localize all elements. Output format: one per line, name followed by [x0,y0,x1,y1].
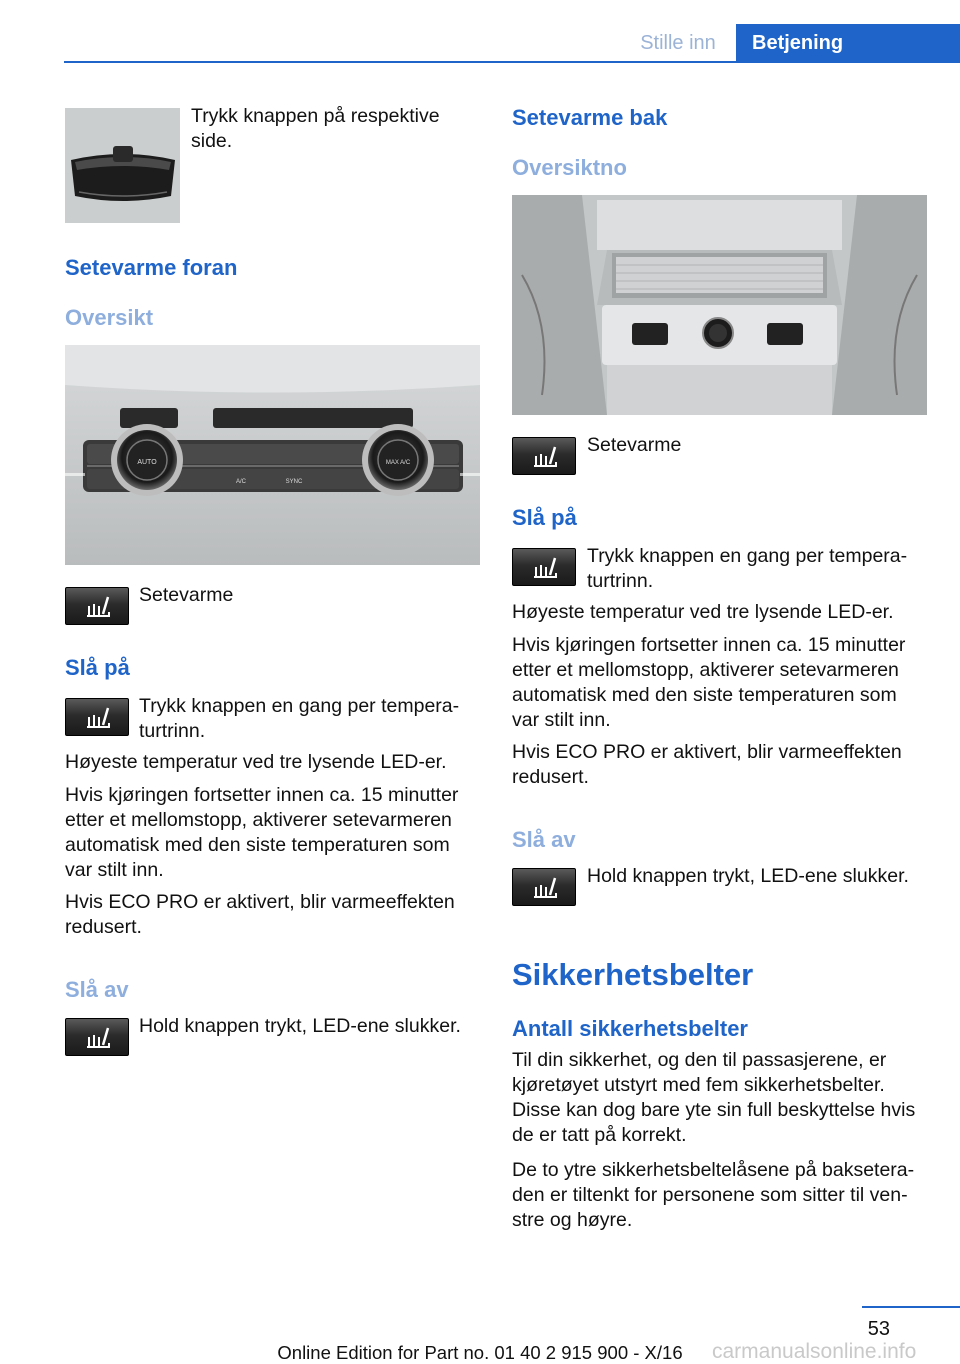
rear-console-photo [512,195,927,415]
panel-label-max-ac: MAX A/C [385,460,411,466]
off-text-front: Hold knappen trykt, LED-ene slukker. [139,1015,461,1037]
seat-heating-icon [65,1018,129,1056]
seat-button-photo [65,108,180,223]
page-number: 53 [867,1318,890,1340]
belts-para1: Til din sikkerhet, og den til passasjerene, er kjøretøyet utstyrt med fem sikkerhetsbelter. Disse kan dog bare yte sin full beskyttelse hvis de er tatt på korrekt. [512,1049,916,1146]
para3-front: Hvis ECO PRO er aktivert, blir varmeeffekten redusert. [65,891,455,938]
panel-label-auto: AUTO [137,459,157,466]
on-title-rear: Slå på [512,505,577,530]
off-text-rear: Hold knappen trykt, LED-ene slukker. [587,865,909,887]
seat-heating-icon [512,868,576,906]
belts-para2: De to ytre sikkerhetsbeltelåsene på baksetera- den er tiltenkt for personene som sitter til ven- stre og høyre. [512,1159,915,1231]
off-title-rear: Slå av [512,827,576,852]
header-rule [64,61,960,63]
seat-heating-icon [65,698,129,736]
footer-edition: Online Edition for Part no. 01 40 2 915 900 - X/16 [277,1342,683,1363]
panel-label-ac: A/C [235,479,247,485]
icon-caption-front: Setevarme [139,584,234,606]
on-text-front: Trykk knappen en gang per tempera- turtrinn. [139,695,460,742]
intro-text: Trykk knappen på respektive side. [191,105,440,152]
watermark: carmanualsonline.info [712,1340,917,1363]
seat-heating-icon [512,437,576,475]
on-title-front: Slå på [65,655,130,680]
section-title-belt-count: Antall sikkerhetsbelter [512,1016,748,1041]
panel-label-sync: SYNC [285,479,303,485]
section-title-front: Setevarme foran [65,255,238,280]
on-text-rear: Trykk knappen en gang per tempera- turtrinn. [587,545,908,592]
seat-heating-icon [65,587,129,625]
chapter-title-seatbelts: Sikkerhetsbelter [512,957,754,992]
section-title-rear: Setevarme bak [512,105,668,130]
off-title-front: Slå av [65,977,129,1002]
para1-front: Høyeste temperatur ved tre lysende LED-er. [65,751,447,773]
footer-rule [862,1306,960,1308]
para1-rear: Høyeste temperatur ved tre lysende LED-er. [512,601,894,623]
icon-caption-rear: Setevarme [587,434,682,456]
seat-heating-icon [512,548,576,586]
subtitle-overview-front: Oversikt [65,305,154,330]
para2-front: Hvis kjøringen fortsetter innen ca. 15 minutter etter et mellomstopp, aktiverer setevarmeren automatisk med den siste temperaturen som var stilt inn. [65,784,459,881]
header-tab-betjening[interactable]: Betjening [736,24,960,62]
climate-panel-photo [65,345,480,565]
para2-rear: Hvis kjøringen fortsetter innen ca. 15 minutter etter et mellomstopp, aktiverer setevarmeren automatisk med den siste temperaturen som var stilt inn. [512,634,906,731]
para3-rear: Hvis ECO PRO er aktivert, blir varmeeffekten redusert. [512,741,902,788]
subtitle-overview-rear: Oversiktno [512,155,627,180]
header-tab-stille-inn[interactable]: Stille inn [640,32,716,54]
